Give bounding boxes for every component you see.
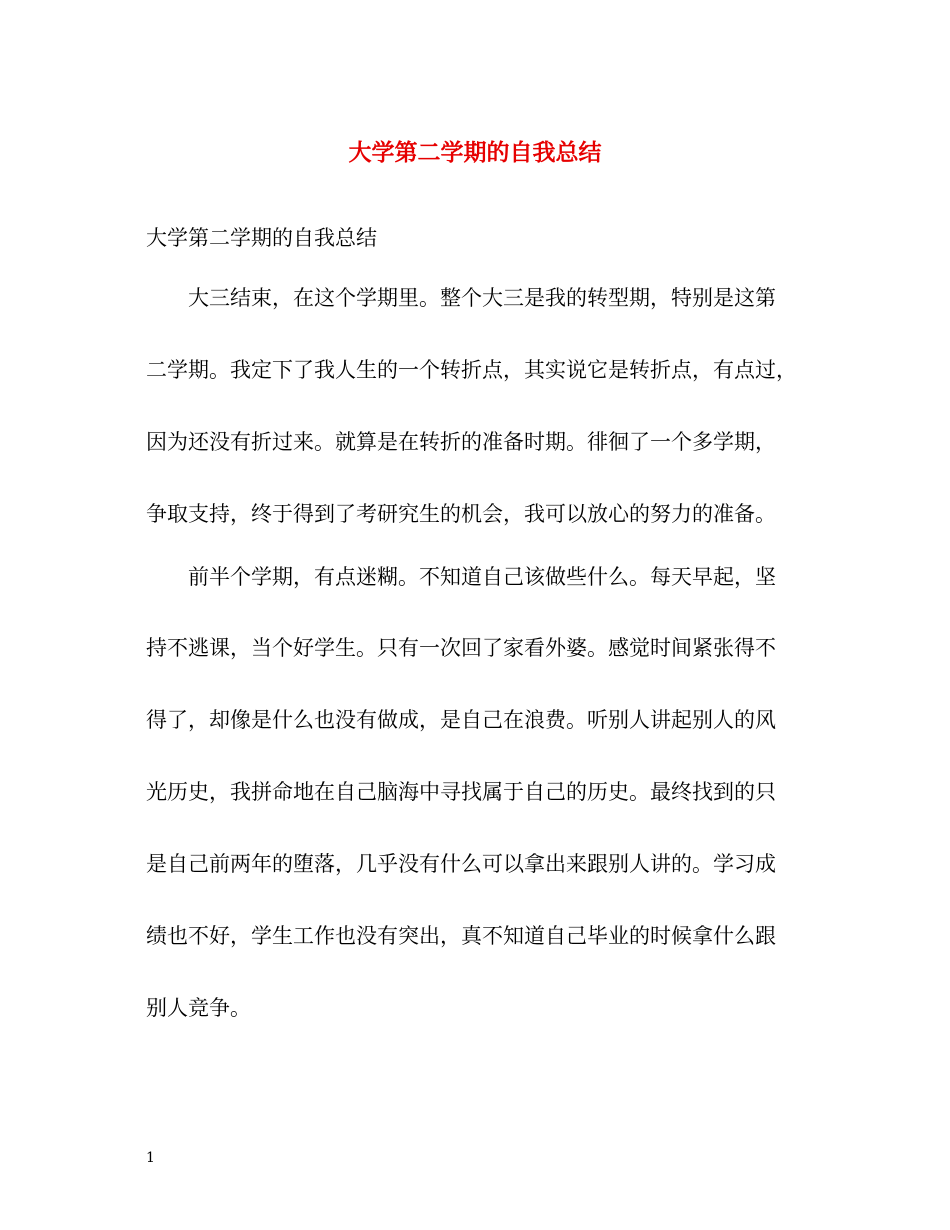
- paragraph-1-line-3: 因为还没有折过来。就算是在转折的准备时期。徘徊了一个多学期，: [146, 430, 776, 454]
- document-subtitle: 大学第二学期的自我总结: [146, 226, 377, 250]
- paragraph-2-line-3: 得了，却像是什么也没有做成，是自己在浪费。听别人讲起别人的风: [146, 708, 776, 732]
- page-number: 1: [146, 1150, 155, 1166]
- paragraph-2-line-6: 绩也不好，学生工作也没有突出，真不知道自己毕业的时候拿什么跟: [146, 924, 776, 948]
- paragraph-2-line-5: 是自己前两年的堕落，几乎没有什么可以拿出来跟别人讲的。学习成: [146, 852, 776, 876]
- paragraph-1-line-4: 争取支持，终于得到了考研究生的机会，我可以放心的努力的准备。: [146, 502, 776, 526]
- document-title: 大学第二学期的自我总结: [348, 139, 602, 166]
- paragraph-2-line-7: 别人竞争。: [146, 996, 251, 1020]
- paragraph-2-line-1: 前半个学期，有点迷糊。不知道自己该做些什么。每天早起，坚: [188, 565, 776, 589]
- paragraph-2-line-2: 持不逃课，当个好学生。只有一次回了家看外婆。感觉时间紧张得不: [146, 636, 776, 660]
- paragraph-2-line-4: 光历史，我拼命地在自己脑海中寻找属于自己的历史。最终找到的只: [146, 780, 776, 804]
- paragraph-1-line-1: 大三结束，在这个学期里。整个大三是我的转型期，特别是这第: [188, 286, 776, 310]
- paragraph-1-line-2: 二学期。我定下了我人生的一个转折点，其实说它是转折点，有点过，: [146, 358, 797, 382]
